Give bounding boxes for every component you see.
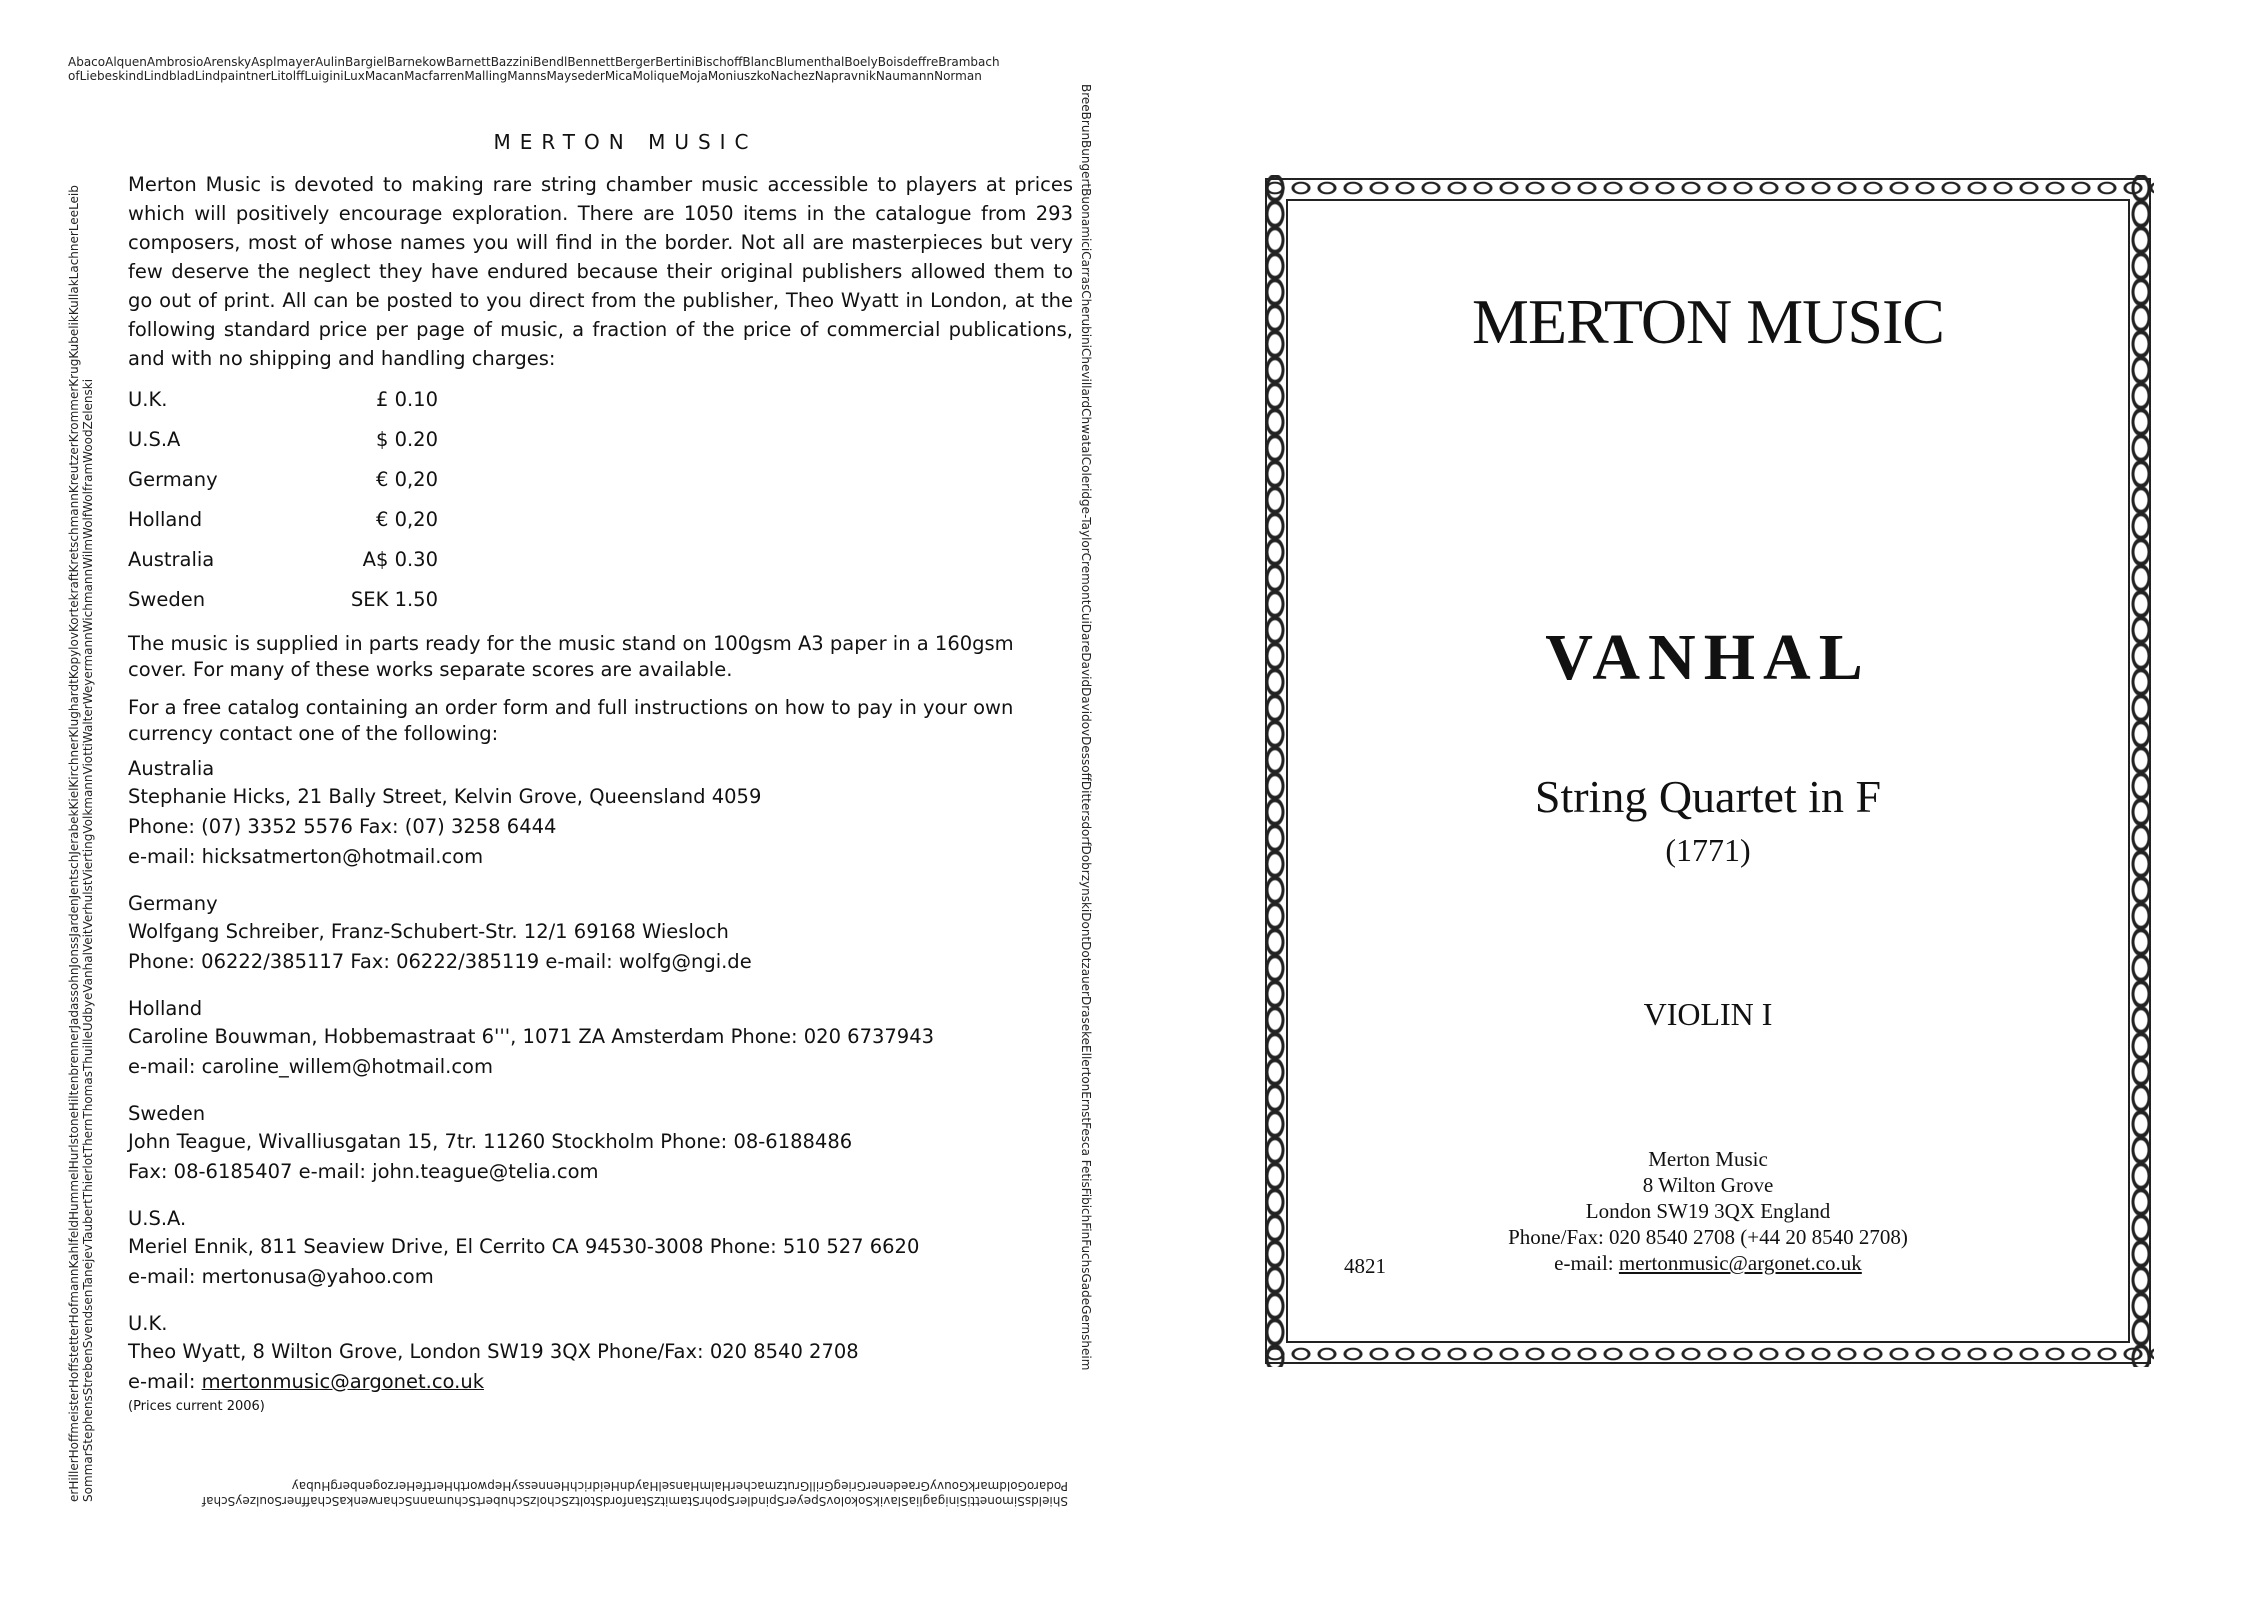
contact-uk bbox=[128, 1310, 1073, 1414]
catalog-info-page bbox=[60, 50, 1093, 1508]
contact-phone: Fax: 08-6185407 e-mail: john.teague@telia.com bbox=[128, 1160, 599, 1183]
address-city: London SW19 3QX England bbox=[1585, 1199, 1831, 1223]
contact-phone: Phone: 06222/385117 Fax: 06222/385119 e-mail: wolfg@ngi.de bbox=[128, 950, 752, 973]
work-title: String Quartet in F bbox=[1534, 771, 1882, 822]
address-phone: Phone/Fax: 020 8540 2708 (+44 20 8540 2708) bbox=[1508, 1225, 1908, 1249]
contact-address: Stephanie Hicks, 21 Bally Street, Kelvin Grove, Queensland 4059 bbox=[128, 785, 762, 808]
publisher-address bbox=[1262, 1146, 2154, 1276]
price-row bbox=[128, 539, 438, 579]
price-row bbox=[128, 499, 438, 539]
price-country: Sweden bbox=[128, 587, 206, 611]
email-link[interactable]: mertonmusic@argonet.co.uk bbox=[201, 1370, 484, 1393]
composer-border-bottom: ShieldsSimonettiSinigagliaSlavikSokolovSpeyerSpindlerSpohrStamitzStanfordStoltzScholzSchubertSchumannScharwenkaSchaffnerSoulzeySchaf bbox=[201, 1494, 1068, 1508]
price-country: U.S.A bbox=[128, 427, 181, 451]
price-table bbox=[128, 379, 438, 619]
supply-note: The music is supplied in parts ready for the music stand on 100gsm A3 paper in a 160gsm cover. For many of these works separate scores are available. bbox=[128, 632, 1014, 681]
contact-region: Australia bbox=[128, 757, 215, 780]
contact-address: Wolfgang Schreiber, Franz-Schubert-Str. 12/1 69168 Wiesloch bbox=[128, 920, 729, 943]
prices-current-note: (Prices current 2006) bbox=[128, 1399, 265, 1414]
price-row bbox=[128, 419, 438, 459]
contact-holland bbox=[128, 995, 1073, 1082]
price-country: Holland bbox=[128, 507, 203, 531]
email-link[interactable]: mertonmusic@argonet.co.uk bbox=[1618, 1251, 1862, 1275]
composer-border-right: BreeBrunBungertBuonamiciCarrasCherubiniChevillardChwatalColeridge-TaylorCremontCuiDareDavidDavidovDessoffDittersdorfDobrzynskiDontDotzauerDrasekeEllertonErnstFesca FetisFibichFinFuchsGadeGernsheim bbox=[1079, 84, 1093, 1371]
price-value: € 0,20 bbox=[375, 467, 438, 491]
catalog-request-note: For a free catalog containing an order form and full instructions on how to pay in your own currency contact one of the following: bbox=[128, 696, 1014, 745]
contact-email[interactable]: e-mail: caroline_willem@hotmail.com bbox=[128, 1055, 493, 1078]
work-year: (1771) bbox=[1665, 832, 1751, 868]
part-name: VIOLIN I bbox=[1643, 996, 1773, 1032]
contact-australia bbox=[128, 755, 1073, 872]
price-row bbox=[128, 379, 438, 419]
contact-email[interactable]: e-mail: hicksatmerton@hotmail.com bbox=[128, 845, 484, 868]
price-value: $ 0.20 bbox=[375, 427, 438, 451]
email-label: e-mail: bbox=[1554, 1251, 1619, 1275]
composer-border-left: SommarStephensStrebenSvendsenTanejevTaubertThierlotThernThomasThuilleUdbyeVanhalVeitVerhulstViertingVolkmannViottiWalterWeyermannWichmannWilmWolfWolframWoodZelenski bbox=[81, 378, 95, 1502]
contact-email[interactable]: e-mail: mertonusa@yahoo.com bbox=[128, 1265, 434, 1288]
price-value: A$ 0.30 bbox=[362, 547, 438, 571]
contact-region: U.K. bbox=[128, 1312, 168, 1335]
contact-sweden bbox=[128, 1100, 1073, 1187]
price-country: U.K. bbox=[128, 387, 168, 411]
catalog-heading: MERTON MUSIC bbox=[493, 130, 758, 154]
price-value: SEK 1.50 bbox=[350, 587, 438, 611]
contact-address: Theo Wyatt, 8 Wilton Grove, London SW19 3QX Phone/Fax: 020 8540 2708 bbox=[128, 1340, 859, 1363]
price-row bbox=[128, 579, 438, 619]
contact-usa bbox=[128, 1205, 1073, 1292]
composer-border-left: erHillerHoffmeisterHoffstetterHofmannKahlfeldHummelHurlstoneHiltenbrennerJadassohnJonssJardenJentschJerabekKielKirchnerKlughardtKopylovKortekraftKretschmannKreutzerKrommerKrugKubelikKullakLachnerLeeLeib bbox=[67, 185, 81, 1502]
intro-paragraph: Merton Music is devoted to making rare string chamber music accessible to players at prices which will positively encourage exploration. There are 1050 items in the catalogue from 293 composers, most of whose names you will find in the border. Not all are masterpieces but very few deserve the neglect they have endured because their original publishers allowed them to go out of print. All can be posted to you direct from the publisher, Theo Wyatt in London, at the following standard price per page of music, a fraction of the price of commercial publications, and with no shipping and handling charges: bbox=[128, 173, 1073, 370]
catalog-number: 4821 bbox=[1344, 1254, 1386, 1278]
email-label: e-mail: bbox=[128, 1370, 202, 1393]
contact-region: Germany bbox=[128, 892, 218, 915]
price-country: Germany bbox=[128, 467, 218, 491]
price-country: Australia bbox=[128, 547, 215, 571]
composer-border-top: AbacoAlquenAmbrosioArenskyAsplmayerAulinBargielBarnekowBarnettBazziniBendlBennettBergerBertiniBischoffBlancBlumenthalBoelyBoisdeffreBrambach bbox=[68, 55, 1000, 69]
contact-address: Caroline Bouwman, Hobbemastraat 6''', 1071 ZA Amsterdam Phone: 020 6737943 bbox=[128, 1025, 935, 1048]
address-street: 8 Wilton Grove bbox=[1642, 1173, 1774, 1197]
price-row bbox=[128, 459, 438, 499]
publisher-title: MERTON MUSIC bbox=[1472, 286, 1944, 357]
composer-border-top: ofLiebeskindLindbladLindpaintnerLitolffLuiginiLuxMacanMacfarrenMallingMannsMaysederMicaMoliqueMojaMoniuszkoNachezNapravnikNaumannNorman bbox=[68, 69, 982, 83]
address-name: Merton Music bbox=[1648, 1147, 1768, 1171]
contact-region: Holland bbox=[128, 997, 203, 1020]
contact-email bbox=[128, 1367, 1073, 1397]
contact-germany bbox=[128, 890, 1073, 977]
contact-region: Sweden bbox=[128, 1102, 206, 1125]
catalog-info-content bbox=[128, 130, 1073, 1414]
price-value: € 0,20 bbox=[375, 507, 438, 531]
contact-phone: Phone: (07) 3352 5576 Fax: (07) 3258 6444 bbox=[128, 815, 557, 838]
composer-border-bottom: PodaroGoldmarkGouvyGraedenerGriegGrillGrutzmacherHalmHanselHaydnHeidrichHennessyHepworthHertfeHerzogenbergHubay bbox=[291, 1479, 1068, 1493]
address-email bbox=[1262, 1250, 2154, 1276]
contact-address: John Teague, Wivalliusgatan 15, 7tr. 11260 Stockholm Phone: 08-6188486 bbox=[128, 1130, 853, 1153]
contact-address: Meriel Ennik, 811 Seaview Drive, El Cerrito CA 94530-3008 Phone: 510 527 6620 bbox=[128, 1235, 920, 1258]
composer-name: VANHAL bbox=[1545, 621, 1871, 694]
price-value: £ 0.10 bbox=[375, 387, 438, 411]
contact-region: U.S.A. bbox=[128, 1207, 187, 1230]
